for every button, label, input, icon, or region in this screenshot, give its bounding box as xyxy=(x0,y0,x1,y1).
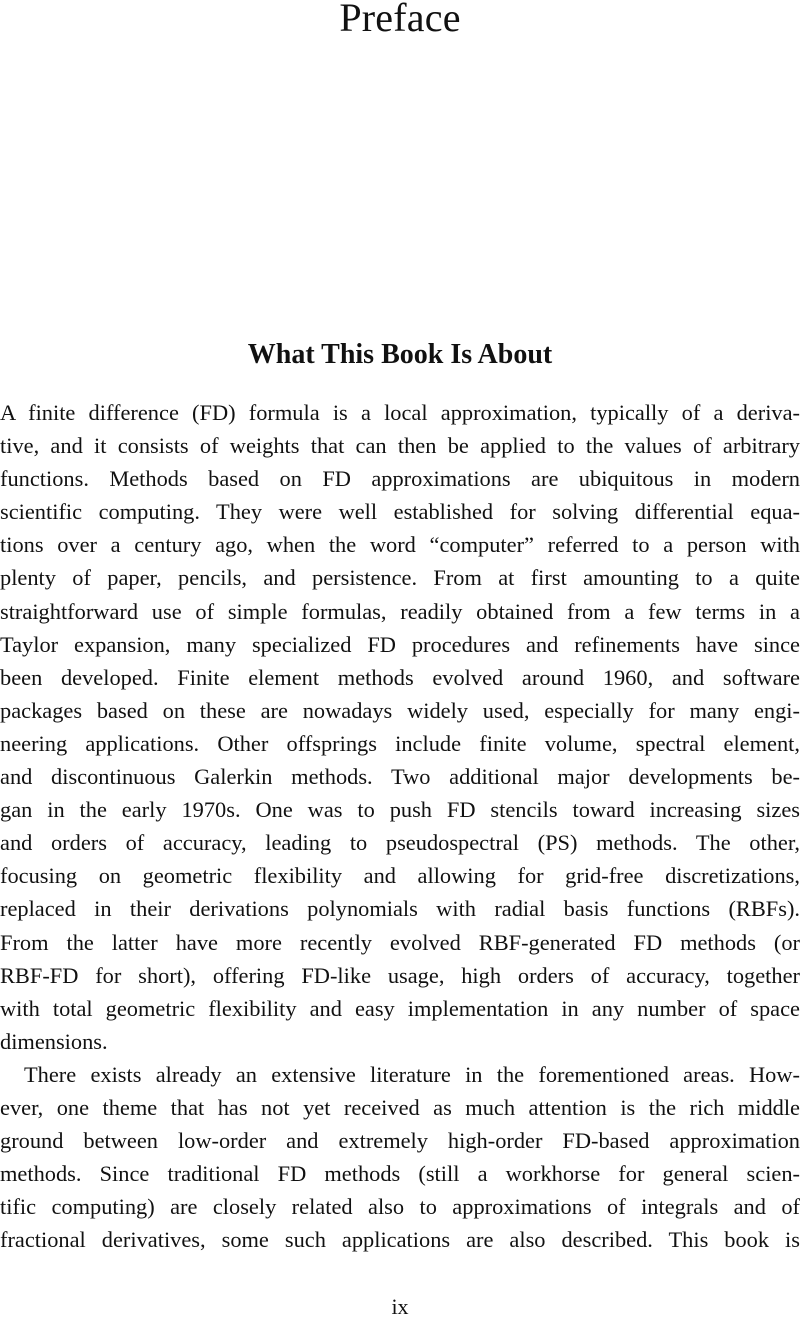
text-line: Taylor expansion, many specialized FD procedures and refinements have since xyxy=(0,631,800,657)
text-line: scientific computing. They were well established for solving differential equa- xyxy=(0,499,800,525)
text-line: tive, and it consists of weights that can then be applied to the values of arbitrary xyxy=(0,433,800,459)
page-number: ix xyxy=(391,1294,409,1319)
text-line: and discontinuous Galerkin methods. Two additional major developments be- xyxy=(0,764,800,790)
text-line: been developed. Finite element methods evolved around 1960, and software xyxy=(0,664,800,690)
text-line: and orders of accuracy, leading to pseudospectral (PS) methods. The other, xyxy=(0,830,800,856)
chapter-title: Preface xyxy=(339,0,461,40)
text-line: focusing on geometric flexibility and allowing for grid-free discretizations, xyxy=(0,863,800,889)
text-line: replaced in their derivations polynomials with radial basis functions (RBFs). xyxy=(0,896,800,922)
text-line: tions over a century ago, when the word “computer” referred to a person with xyxy=(0,532,800,558)
text-line: with total geometric flexibility and easy implementation in any number of space xyxy=(0,995,800,1021)
text-line: From the latter have more recently evolved RBF-generated FD methods (or xyxy=(0,929,800,955)
text-line: ever, one theme that has not yet received as much attention is the rich middle xyxy=(0,1094,800,1120)
text-line: straightforward use of simple formulas, readily obtained from a few terms in a xyxy=(0,598,800,624)
text-line: packages based on these are nowadays widely used, especially for many engi- xyxy=(0,697,800,723)
text-line: methods. Since traditional FD methods (still a workhorse for general scien- xyxy=(0,1161,800,1187)
text-line: ground between low-order and extremely high-order FD-based approximation xyxy=(0,1128,800,1154)
text-line: plenty of paper, pencils, and persistence. From at first amounting to a quite xyxy=(0,565,800,591)
body-text xyxy=(0,396,800,1256)
text-line: tific computing) are closely related also to approximations of integrals and of xyxy=(0,1194,800,1220)
paragraph-1 xyxy=(0,396,800,1058)
text-line: fractional derivatives, some such applications are also described. This book is xyxy=(0,1227,800,1253)
text-line: functions. Methods based on FD approximations are ubiquitous in modern xyxy=(0,466,800,492)
text-line: neering applications. Other offsprings include finite volume, spectral element, xyxy=(0,730,800,756)
paragraph-2 xyxy=(0,1058,800,1257)
text-line: gan in the early 1970s. One was to push FD stencils toward increasing sizes xyxy=(0,797,800,823)
section-heading: What This Book Is About xyxy=(247,339,553,370)
text-line: RBF-FD for short), offering FD-like usage, high orders of accuracy, together xyxy=(0,962,800,988)
text-line: dimensions. xyxy=(0,1028,108,1054)
text-line: A finite difference (FD) formula is a local approximation, typically of a deriva- xyxy=(0,400,800,425)
text-line: There exists already an extensive literature in the forementioned areas. How- xyxy=(24,1061,800,1087)
